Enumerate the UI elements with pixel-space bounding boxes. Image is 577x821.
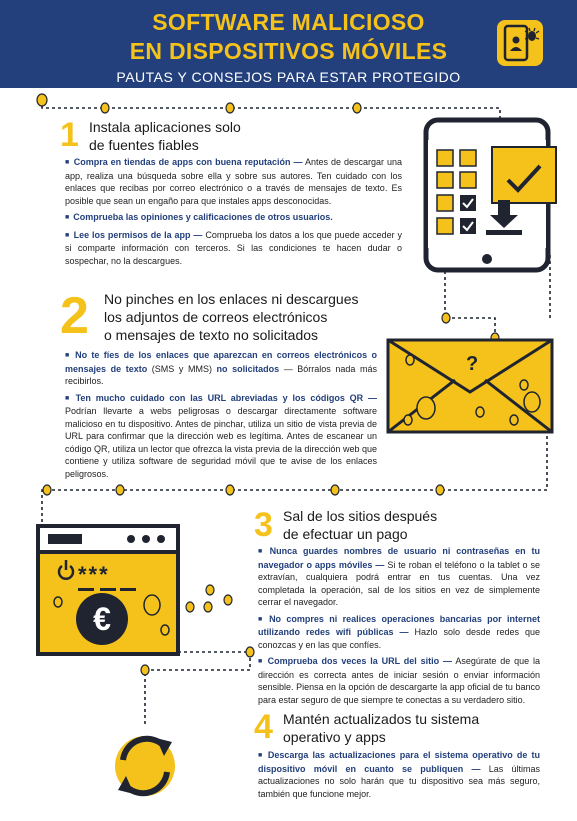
section-2-item-1-mid: (SMS y MMS) (147, 363, 217, 374)
section-1-item: ■ Comprueba las opiniones y calificaciones de otros usuarios. (65, 212, 333, 222)
section-1-item: ■ Compra en tiendas de apps con buena reputación — Antes de descargar una app, realiza una búsqueda sobre ella y sobre sus autores. Ten cuidado con los enlaces que recibas por correo electrónico o a través de mensajes de texto. Es posible que sean un engaño para que instales apps desconocidas. (65, 157, 402, 206)
section-1-item-3-highlight: Lee los permisos de la app — (73, 229, 203, 240)
section-2-item-1-text: — Bórralos nada más recibirlos. (65, 363, 377, 386)
section-3-number: 3 (254, 506, 273, 544)
section-4-item-1-text: Las últimas actualizaciones no solo harán que tu dispositivo sea más seguro, también que funcione mejor. (258, 763, 540, 799)
page-title-line2: EN DISPOSITIVOS MÓVILES (129, 38, 448, 64)
section-3-body (258, 545, 540, 710)
section-3-item: ■ No compres ni realices operaciones bancarias por internet utilizando redes wifi públicas — Hazlo solo desde redes que conozcas y en las que confíes. (258, 613, 540, 650)
section-2-title (104, 290, 394, 344)
section-1-title (89, 118, 389, 154)
section-2-item: ■ No te fíes de los enlaces que aparezcan en correos electrónicos o mensajes de texto (SMS y MMS) no solicitados — Bórralos nada más recibirlos. (65, 350, 377, 386)
section-2-title-line2: los adjuntos de correos electrónicos (104, 309, 328, 325)
page-subtitle: PAUTAS Y CONSEJOS PARA ESTAR PROTEGIDO (116, 69, 461, 85)
section-2-title-line1: No pinches en los enlaces ni descargues (104, 291, 359, 307)
section-1-item-3-text: Comprueba los datos a los que puede acceder y si comparte información con terceros. Si las condiciones te hacen dudar o sospechar, no la descargues. (65, 229, 402, 266)
section-2-title-line3: o mensajes de texto no solicitados (104, 327, 319, 343)
password-mask: *** (78, 562, 110, 587)
section-2-item-1-highlight: No te fíes de los enlaces que aparezcan en correos electrónicos o mensajes de texto (65, 350, 377, 374)
section-3-title-line1: Sal de los sitios después (283, 508, 438, 524)
section-3-item: ■ Comprueba dos veces la URL del sitio — Asegúrate de que la dirección es correcta antes de iniciar sesión o enviar información sensible. Piensa en la opción de descargarte la app oficial de tu banco para estar seguro de que siempre te conectas a su verdadero sitio. (258, 656, 540, 705)
section-2-item: ■ Ten mucho cuidado con las URL abreviadas y los códigos QR — Podrían llevarte a webs peligrosas o descargar directamente software malicioso en tu dispositivo. Antes de pinchar, utiliza un sitio de vista previa de URL para confirmar que la dirección web es legítima. Antes de escanear un código QR, utiliza un lector que ofrezca la vista previa de la dirección web que contiene y utiliza software de seguridad móvil que te avise de los enlaces peligrosos. (65, 392, 377, 479)
section-3-title-line2: de efectuar un pago (283, 526, 408, 542)
section-4-item-1-highlight: Descarga las actualizaciones para el sistema operativo de tu dispositivo móvil en cuanto se publiquen — (258, 750, 540, 774)
section-3-item: ■ Nunca guardes nombres de usuario ni contraseñas en tu navegador o apps móviles — Si te roban el teléfono o la tablet o se extravían, cualquiera podrá entrar en tus cuentas. Una vez completada la operación, sal de los sitios en vez de simplemente cerrar el navegador. (258, 546, 540, 607)
section-2-number: 2 (60, 287, 89, 345)
section-1-item-1-text: Antes de descargar una app, realiza una búsqueda sobre ella y sobre sus autores. Ten cuidado con los enlaces que recibas por correo electrónico o a través de mensajes de texto. Es posible que sean un engaño para que instales apps desconocidas. (65, 157, 402, 206)
section-2-body (65, 349, 377, 484)
section-3-item-1-text: Si te roban el teléfono o la tablet o se extravían, cualquiera podrá entrar en tus cuentas. Una vez completada la operación, sal de los sitios en vez de simplemente cerrar el navegador. (258, 559, 540, 607)
section-1-item-2-highlight: Comprueba las opiniones y calificaciones de otros usuarios. (73, 212, 333, 222)
section-4-number: 4 (254, 708, 273, 746)
section-1-item: ■ Lee los permisos de la app — Comprueba los datos a los que puede acceder y si comparte información con terceros. Si las condiciones te hacen dudar o sospechar, no la descargues. (65, 229, 402, 266)
section-2-item-2-text: Podrían llevarte a webs peligrosas o descargar directamente software malicioso en tu dispositivo. Antes de pinchar, utiliza un sitio de vista previa de URL para confirmar que la dirección web es legítima. Antes de escanear un código QR, utiliza un lector que ofrezca la vista previa de la dirección web que contiene y utiliza software de seguridad móvil que te avise de los enlaces peligrosos. (65, 406, 377, 479)
section-1-title-line1: Instala aplicaciones solo (89, 119, 241, 135)
section-1-number: 1 (60, 116, 79, 154)
section-4-title-line2: operativo y apps (283, 729, 386, 745)
section-4-body (258, 749, 540, 804)
section-1-item-1-highlight: Compra en tiendas de apps con buena reputación — (73, 157, 303, 167)
section-2-item-2-highlight: Ten mucho cuidado con las URL abreviadas y los códigos QR — (75, 392, 377, 403)
section-4-title (283, 710, 543, 746)
section-3-item-1-highlight: Nunca guardes nombres de usuario ni contraseñas en tu navegador o apps móviles — (258, 546, 540, 570)
section-4-item: ■ Descarga las actualizaciones para el sistema operativo de tu dispositivo móvil en cuanto se publiquen — Las últimas actualizaciones no solo harán que tu dispositivo sea más seguro, también que funcione mejor. (258, 750, 540, 799)
section-3-item-2-highlight: No compres ni realices operaciones bancarias por internet utilizando redes wifi públicas — (258, 613, 540, 637)
section-3-item-2-text: Hazlo solo desde redes que conozcas y en las que confíes. (258, 627, 540, 650)
section-1-title-line2: de fuentes fiables (89, 137, 199, 153)
email-question-mark: ? (466, 353, 479, 375)
section-3-item-3-highlight: Comprueba dos veces la URL del sitio — (267, 656, 452, 666)
section-3-item-3-text: Asegúrate de que la dirección es correcta antes de iniciar sesión o enviar información sensible. Piensa en la opción de descargarte la app oficial de tu banco para estar seguro de que siempre te conectas a su verdadero sitio. (258, 656, 540, 705)
euro-symbol: € (93, 601, 111, 637)
section-3-title (283, 507, 543, 543)
section-4-title-line1: Mantén actualizados tu sistema (283, 711, 480, 727)
page-title-line1: SOFTWARE MALICIOSO (152, 9, 425, 35)
section-1-body (65, 156, 402, 271)
section-2-item-1-highlight2: no solicitados (216, 363, 280, 374)
